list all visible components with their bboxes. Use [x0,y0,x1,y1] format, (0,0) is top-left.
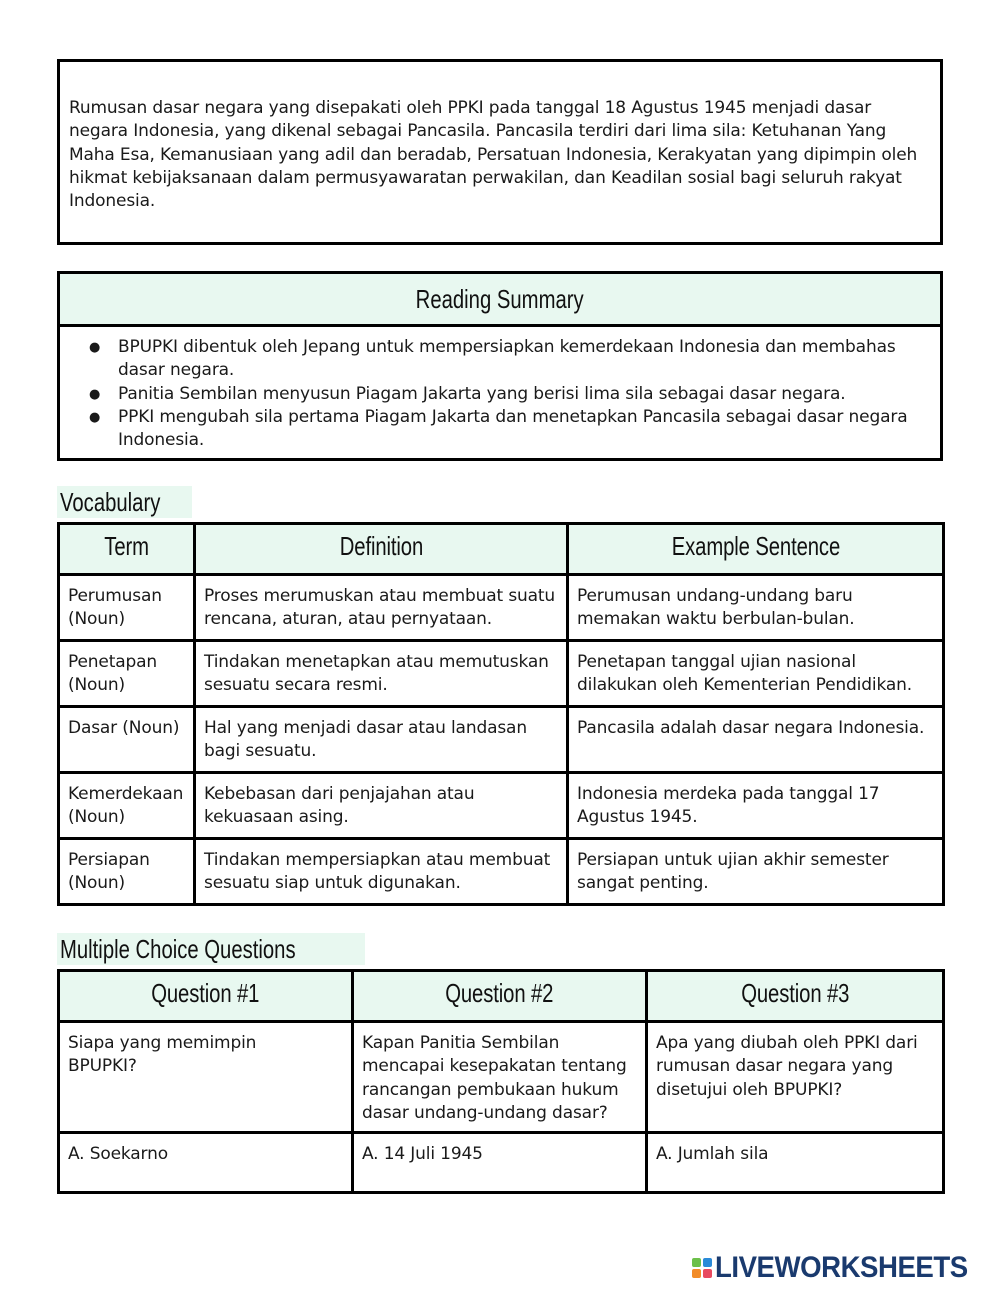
answer-option-cell[interactable]: A. 14 Juli 1945 [353,1133,647,1193]
answer-row [59,1133,944,1193]
question-row [59,1022,944,1133]
table-row [59,575,944,641]
logo-mark-icon [692,1258,712,1278]
summary-bullet: ● Panitia Sembilan menyusun Piagam Jakarta yang berisi lima sila sebagai dasar negara. [60,383,940,406]
mcq-title-label [57,933,365,965]
mcq-header-row [59,971,944,1022]
question-cell: Kapan Panitia Sembilan mencapai kesepakatan tentang rancangan pembukaan hukum dasar undang-undang dasar? [353,1022,647,1133]
answer-option-cell[interactable]: A. Jumlah sila [647,1133,944,1193]
term-cell: Perumusan (Noun) [59,575,195,641]
summary-list [60,336,940,452]
table-row [59,773,944,839]
definition-cell: Proses merumuskan atau membuat suatu rencana, aturan, atau pernyataan. [195,575,568,641]
definition-cell: Tindakan menetapkan atau memutuskan sesuatu secara resmi. [195,641,568,707]
example-cell: Indonesia merdeka pada tanggal 17 Agustus 1945. [568,773,944,839]
definition-cell: Hal yang menjadi dasar atau landasan bagi sesuatu. [195,707,568,773]
term-cell: Kemerdekaan (Noun) [59,773,195,839]
mcq-title: Multiple Choice Questions [60,933,296,964]
term-cell: Persiapan (Noun) [59,839,195,905]
bullet-icon: ● [89,340,101,355]
vocab-header-example: Example Sentence [568,524,944,575]
question-1-header: Question #1 [59,971,353,1022]
definition-cell: Tindakan mempersiapkan atau membuat sesuatu siap untuk digunakan. [195,839,568,905]
passage-text: Rumusan dasar negara yang disepakati oleh PPKI pada tanggal 18 Agustus 1945 menjadi dasar negara Indonesia, yang dikenal sebagai Pancasila. Pancasila terdiri dari lima sila: Ketuhanan Yang Maha Esa, Kemanusiaan yang adil dan beradab, Persatuan Indonesia, Kerakyatan yang dipimpin oleh hikmat kebijaksanaan dalam permusyawaratan perwakilan, dan Keadilan sosial bagi seluruh rakyat Indonesia. [69,98,918,212]
question-cell: Apa yang diubah oleh PPKI dari rumusan dasar negara yang disetujui oleh BPUPKI? [647,1022,944,1133]
summary-bullet: ● PPKI mengubah sila pertama Piagam Jakarta dan menetapkan Pancasila sebagai dasar negara Indonesia. [89,406,908,451]
reading-summary-title: Reading Summary [416,283,584,314]
bullet-icon: ● [89,386,101,402]
vocabulary-header-row [59,524,944,575]
example-cell: Perumusan undang-undang baru memakan waktu berbulan-bulan. [568,575,944,641]
bullet-icon: ● [89,409,101,425]
logo-text: LIVEWORKSHEETS [715,1251,968,1284]
passage-box [57,59,943,245]
mcq-table [57,969,945,1194]
question-2-header: Question #2 [353,971,647,1022]
table-row [59,641,944,707]
example-cell: Pancasila adalah dasar negara Indonesia. [568,707,944,773]
example-cell: Penetapan tanggal ujian nasional dilakukan oleh Kementerian Pendidikan. [568,641,944,707]
definition-cell: Kebebasan dari penjajahan atau kekuasaan asing. [195,773,568,839]
vocab-header-definition: Definition [195,524,568,575]
table-row [59,839,944,905]
vocabulary-table [57,522,945,906]
term-cell: Penetapan (Noun) [59,641,195,707]
table-row [59,707,944,773]
example-cell: Persiapan untuk ujian akhir semester sangat penting. [568,839,944,905]
liveworksheets-logo [692,1253,990,1283]
reading-summary-box [57,271,943,461]
question-3-header: Question #3 [647,971,944,1022]
summary-bullet: ● BPUPKI dibentuk oleh Jepang untuk mempersiapkan kemerdekaan Indonesia dan membahas dasar negara. [89,337,896,381]
vocabulary-title-label [57,486,192,518]
vocabulary-title: Vocabulary [60,486,161,517]
term-cell: Dasar (Noun) [59,707,195,773]
question-cell: Siapa yang memimpin BPUPKI? [59,1022,353,1133]
reading-summary-header [60,274,940,327]
answer-option-cell[interactable]: A. Soekarno [59,1133,353,1193]
vocab-header-term: Term [59,524,195,575]
